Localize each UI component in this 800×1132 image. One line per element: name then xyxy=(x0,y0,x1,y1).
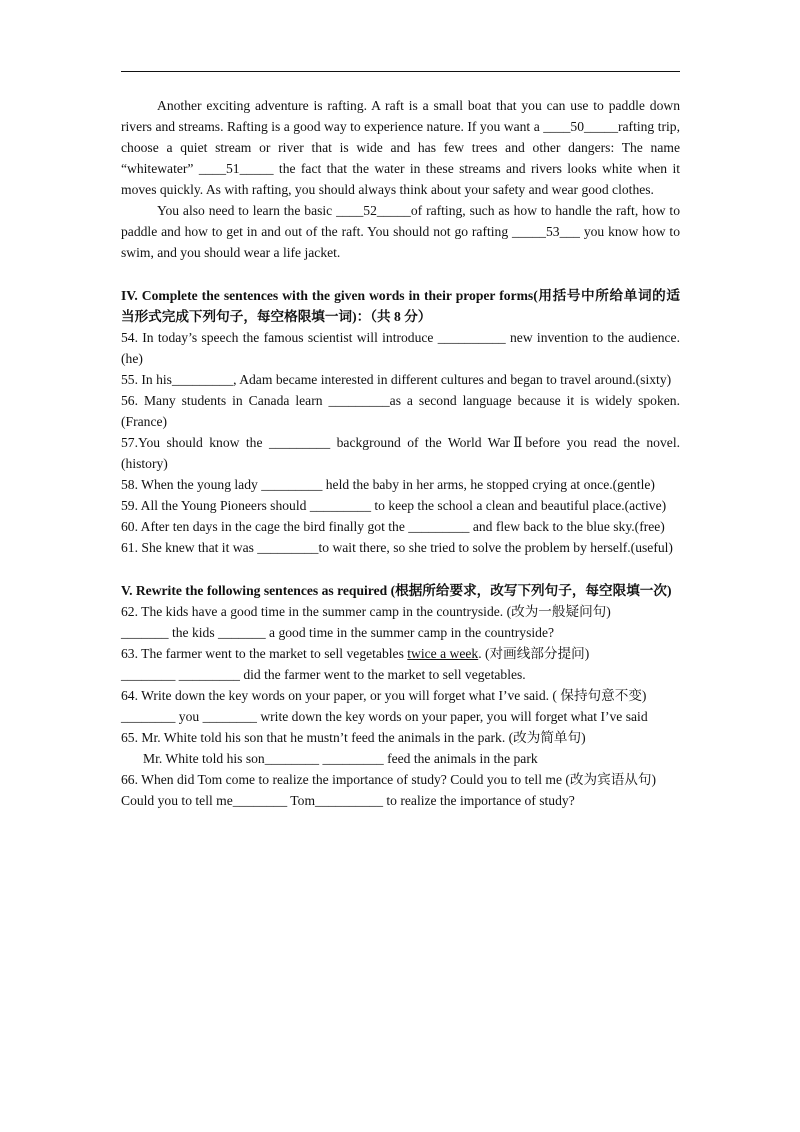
question-64: 64. Write down the key words on your paper, or you will forget what I’ve said. ( 保持句意不变) xyxy=(121,688,647,703)
question-63-text-after: . (对画线部分提问) xyxy=(478,646,590,661)
header-rule xyxy=(121,71,680,72)
document-body xyxy=(121,95,680,811)
question-63-underlined: twice a week xyxy=(407,646,479,661)
question-56: 56. Many students in Canada learn _________as a second language because it is widely spoken.(France) xyxy=(121,393,680,429)
question-63 xyxy=(121,643,680,664)
question-64-answer: ________ you ________ write down the key words on your paper, you will forget what I’ve said xyxy=(121,709,648,724)
section-4-items xyxy=(121,327,680,558)
question-65: 65. Mr. White told his son that he mustn’t feed the animals in the park. (改为简单句) xyxy=(121,730,586,745)
question-54: 54. In today’s speech the famous scientist will introduce __________ new invention to the audience.(he) xyxy=(121,330,680,366)
question-65-answer: Mr. White told his son________ _________ feed the animals in the park xyxy=(143,751,538,766)
question-55: 55. In his_________, Adam became interested in different cultures and began to travel around.(sixty) xyxy=(121,372,672,387)
question-59: 59. All the Young Pioneers should _________ to keep the school a clean and beautiful place.(active) xyxy=(121,498,667,513)
question-66-answer: Could you to tell me________ Tom__________ to realize the importance of study? xyxy=(121,793,575,808)
question-66: 66. When did Tom come to realize the importance of study? Could you to tell me (改为宾语从句) xyxy=(121,772,657,787)
passage-paragraph-1: Another exciting adventure is rafting. A raft is a small boat that you can use to paddle down rivers and streams. Rafting is a good way to experience nature. If you want a ____50_____rafting trip, choose a quiet stream or river that is wide and has few trees and other dangers: The name “whitewater” ____51_____ the fact that the water in these streams and rivers looks white when it moves quickly. As with rafting, you should always think about your safety and wear good clothes. xyxy=(121,98,680,197)
question-58: 58. When the young lady _________ held the baby in her arms, he stopped crying at once.(gentle) xyxy=(121,477,655,492)
question-62-answer: _______ the kids _______ a good time in the summer camp in the countryside? xyxy=(121,625,555,640)
section-5-title: V. Rewrite the following sentences as required (根据所给要求，改写下列句子，每空限填一次) xyxy=(121,583,672,598)
section-4-title: IV. Complete the sentences with the given words in their proper forms(用括号中所给单词的适当形式完成下列句子，每空格限填一词)：（共 8 分） xyxy=(121,288,680,324)
question-61: 61. She knew that it was _________to wait there, so she tried to solve the problem by herself.(useful) xyxy=(121,540,673,555)
passage-paragraph-2: You also need to learn the basic ____52_____of rafting, such as how to handle the raft, how to paddle and how to get in and out of the raft. You should not go rafting _____53___ you know how to swim, and you should wear a life jacket. xyxy=(121,203,680,260)
question-63-text-before: 63. The farmer went to the market to sell vegetables xyxy=(121,646,408,661)
question-62: 62. The kids have a good time in the summer camp in the countryside. (改为一般疑问句) xyxy=(121,604,611,619)
question-60: 60. After ten days in the cage the bird finally got the _________ and flew back to the blue sky.(free) xyxy=(121,519,665,534)
question-63-answer: ________ _________ did the farmer went to the market to sell vegetables. xyxy=(121,667,526,682)
question-57: 57.You should know the _________ background of the World WarⅡbefore you read the novel.(history) xyxy=(121,435,680,471)
section-5-items xyxy=(121,601,680,811)
